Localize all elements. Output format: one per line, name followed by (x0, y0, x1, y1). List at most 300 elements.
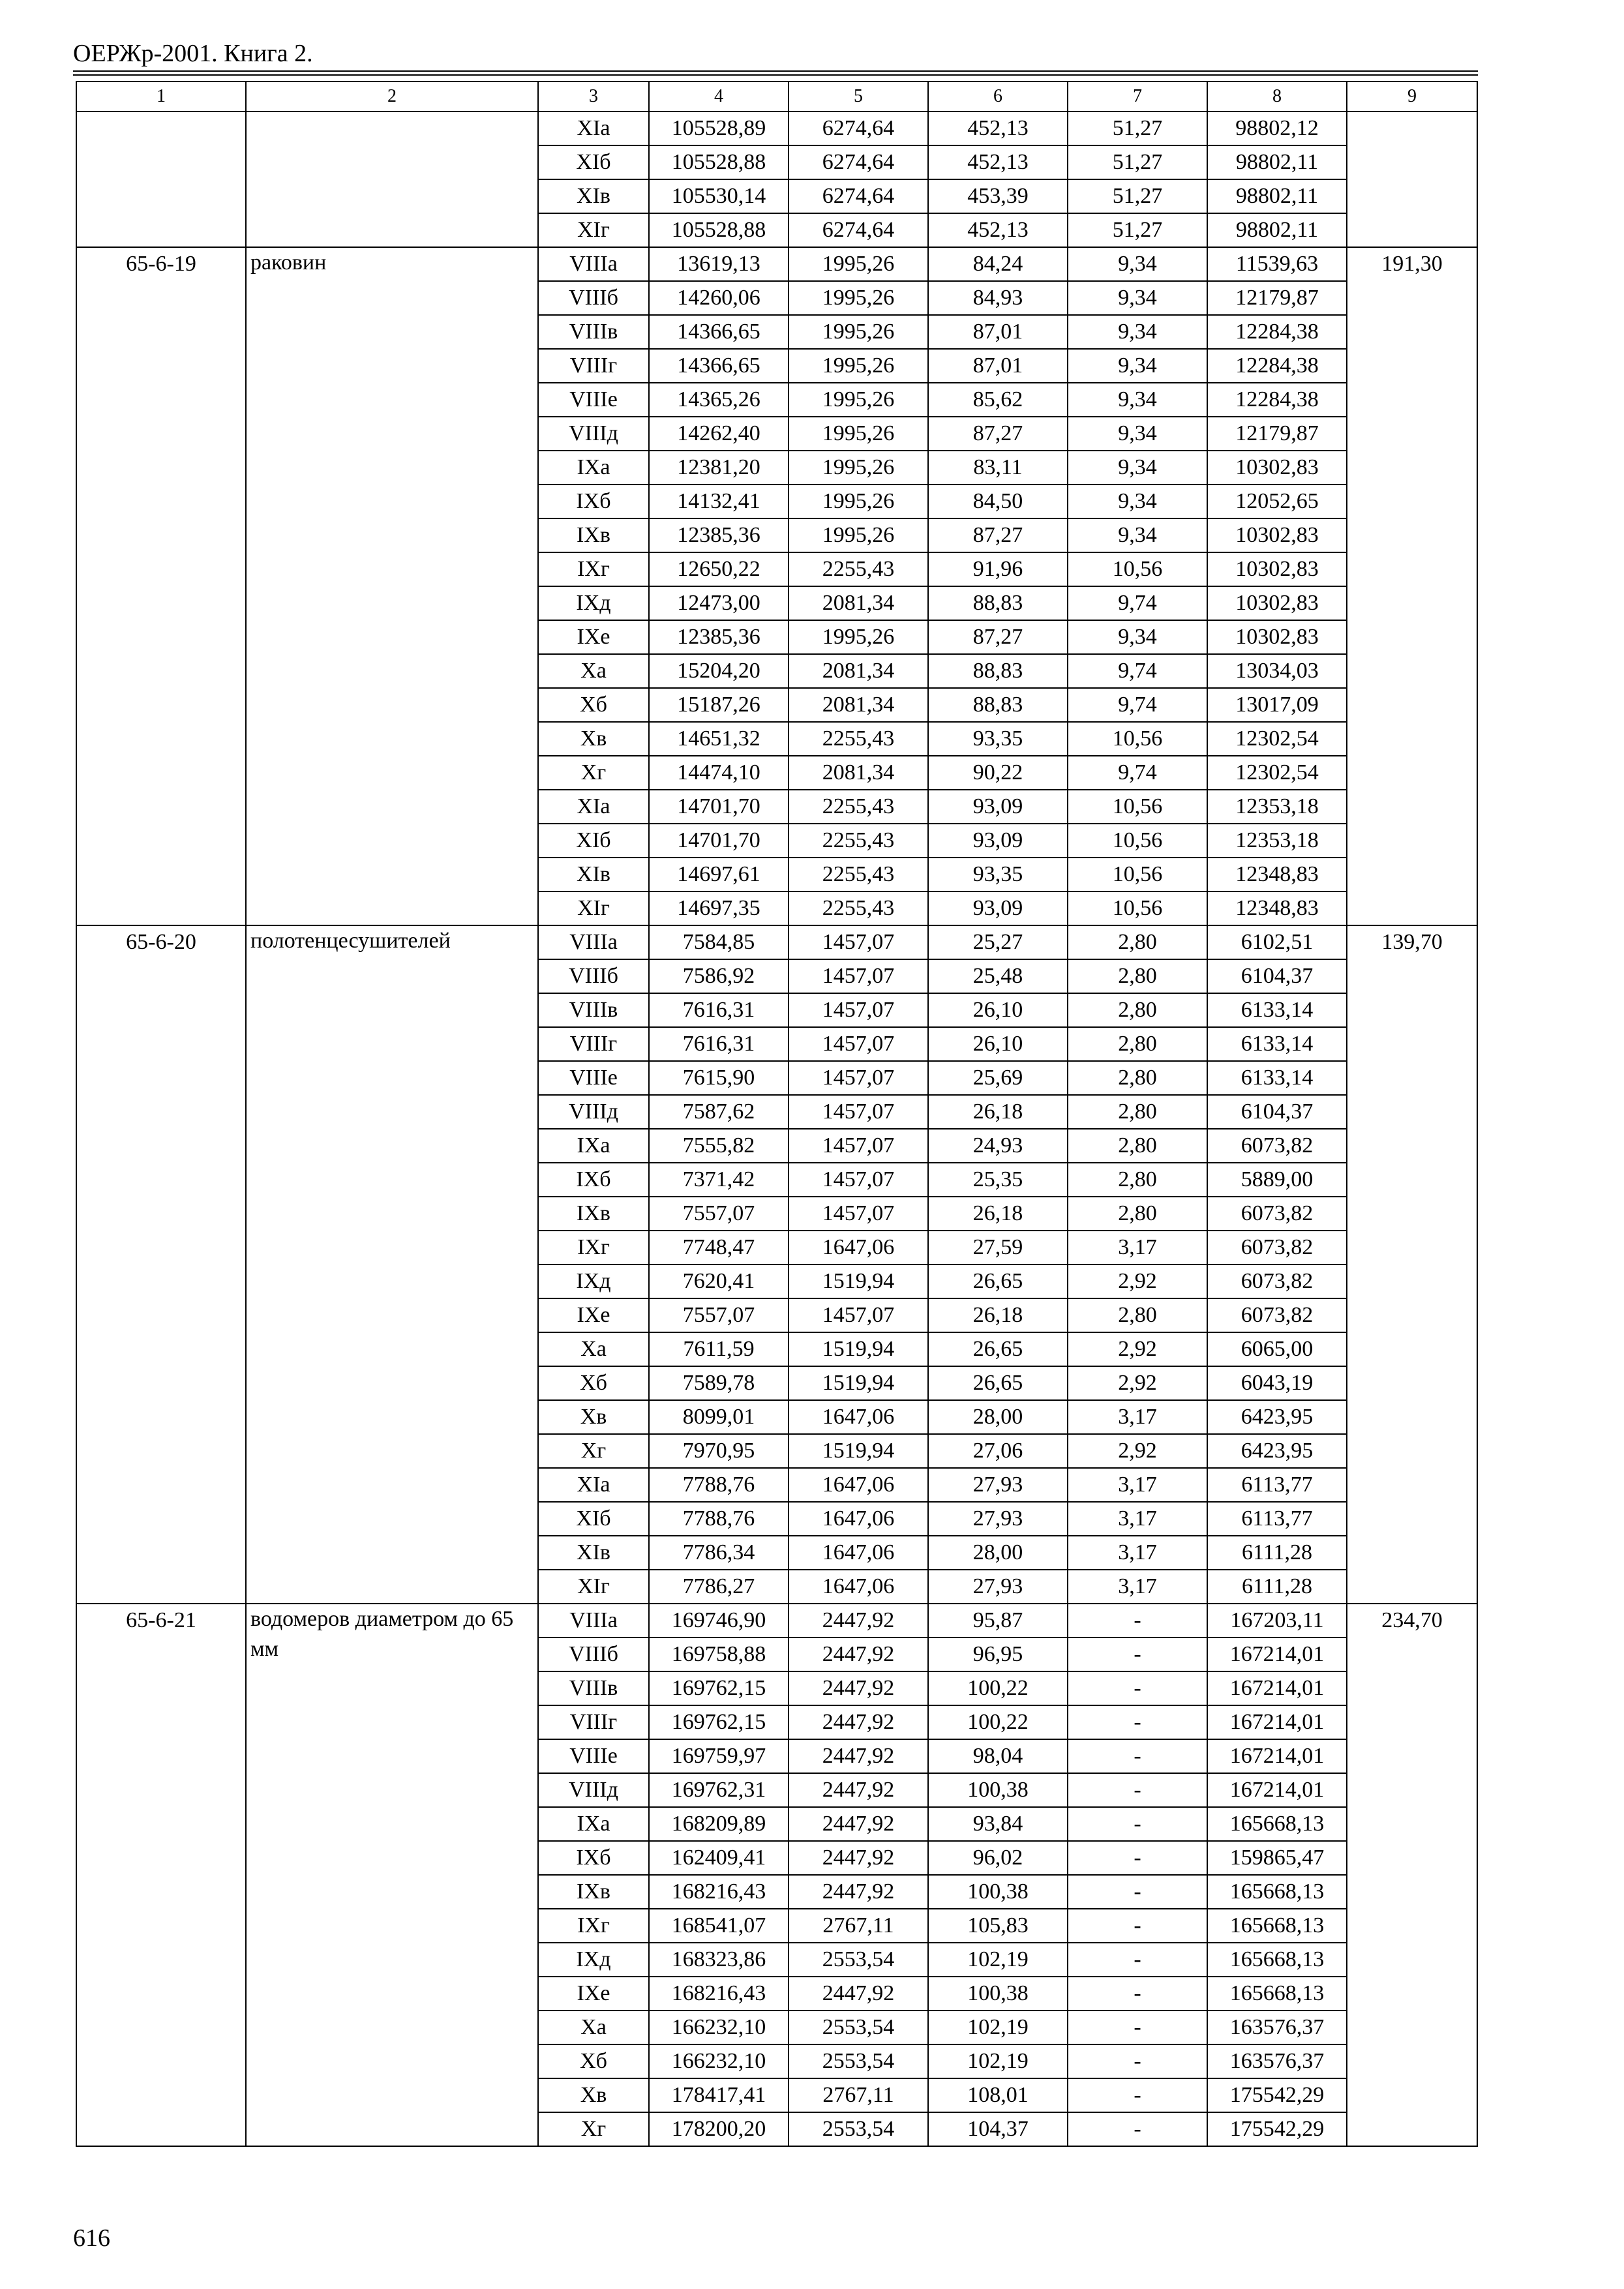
direct-cost-cell: 162409,41 (649, 1841, 789, 1875)
labor-cost-cell: 1457,07 (789, 1197, 928, 1231)
machinist-wage-cell: - (1068, 1671, 1207, 1705)
machinist-wage-cell: 3,17 (1068, 1231, 1207, 1264)
direct-cost-cell: 169746,90 (649, 1604, 789, 1638)
zone-cell: IXд (538, 1943, 649, 1977)
zone-cell: VIIIе (538, 383, 649, 417)
materials-cost-cell: 12179,87 (1207, 417, 1347, 451)
machinist-wage-cell: 10,56 (1068, 790, 1207, 824)
zone-cell: XIв (538, 179, 649, 213)
zone-cell: Xв (538, 1400, 649, 1434)
machine-cost-cell: 93,09 (928, 790, 1068, 824)
machinist-wage-cell: - (1068, 1875, 1207, 1909)
machine-cost-cell: 28,00 (928, 1536, 1068, 1570)
direct-cost-cell: 169762,15 (649, 1705, 789, 1739)
machinist-wage-cell: - (1068, 1739, 1207, 1773)
direct-cost-cell: 15204,20 (649, 654, 789, 688)
direct-cost-cell: 105528,88 (649, 213, 789, 247)
direct-cost-cell: 12381,20 (649, 451, 789, 485)
work-name-cell: раковин (246, 247, 538, 925)
rate-code-cell: 65-6-21 (76, 1604, 246, 2146)
labor-cost-cell: 1995,26 (789, 315, 928, 349)
zone-cell: IXе (538, 1298, 649, 1332)
machinist-wage-cell: 2,80 (1068, 1095, 1207, 1129)
machinist-wage-cell: - (1068, 1909, 1207, 1943)
direct-cost-cell: 14366,65 (649, 315, 789, 349)
materials-cost-cell: 13017,09 (1207, 688, 1347, 722)
labor-cost-cell: 2081,34 (789, 688, 928, 722)
machinist-wage-cell: - (1068, 1604, 1207, 1638)
column-number: 8 (1207, 82, 1347, 112)
zone-cell: IXб (538, 1163, 649, 1197)
zone-cell: XIг (538, 1570, 649, 1604)
labor-cost-cell: 1995,26 (789, 620, 928, 654)
materials-cost-cell: 167214,01 (1207, 1739, 1347, 1773)
machine-cost-cell: 88,83 (928, 586, 1068, 620)
machinist-wage-cell: 9,34 (1068, 485, 1207, 518)
page-header: ОЕРЖр-2001. Книга 2. (73, 40, 313, 67)
direct-cost-cell: 105528,88 (649, 145, 789, 179)
materials-cost-cell: 10302,83 (1207, 586, 1347, 620)
direct-cost-cell: 14697,61 (649, 858, 789, 891)
materials-cost-cell: 12353,18 (1207, 790, 1347, 824)
labor-cost-cell: 1457,07 (789, 993, 928, 1027)
machine-cost-cell: 87,01 (928, 315, 1068, 349)
machinist-wage-cell: 2,92 (1068, 1434, 1207, 1468)
materials-cost-cell: 6423,95 (1207, 1434, 1347, 1468)
work-name-cell: полотенцесушителей (246, 925, 538, 1604)
zone-cell: IXб (538, 1841, 649, 1875)
labor-cost-cell: 2767,11 (789, 2078, 928, 2112)
machinist-wage-cell: 2,80 (1068, 1298, 1207, 1332)
zone-cell: XIа (538, 112, 649, 145)
materials-cost-cell: 5889,00 (1207, 1163, 1347, 1197)
materials-cost-cell: 10302,83 (1207, 518, 1347, 552)
machine-cost-cell: 93,09 (928, 824, 1068, 858)
materials-cost-cell: 165668,13 (1207, 1875, 1347, 1909)
materials-cost-cell: 6073,82 (1207, 1298, 1347, 1332)
labor-cost-cell: 2447,92 (789, 1705, 928, 1739)
machine-cost-cell: 453,39 (928, 179, 1068, 213)
machinist-wage-cell: 2,92 (1068, 1366, 1207, 1400)
labor-cost-cell: 2447,92 (789, 1977, 928, 2011)
machinist-wage-cell: 10,56 (1068, 891, 1207, 925)
labor-cost-cell: 1519,94 (789, 1366, 928, 1400)
direct-cost-cell: 14366,65 (649, 349, 789, 383)
column-number: 6 (928, 82, 1068, 112)
zone-cell: VIIIв (538, 993, 649, 1027)
machine-cost-cell: 27,93 (928, 1570, 1068, 1604)
labor-cost-cell: 1457,07 (789, 1163, 928, 1197)
materials-cost-cell: 165668,13 (1207, 1943, 1347, 1977)
machine-cost-cell: 452,13 (928, 112, 1068, 145)
direct-cost-cell: 168209,89 (649, 1807, 789, 1841)
machinist-wage-cell: 10,56 (1068, 858, 1207, 891)
materials-cost-cell: 163576,37 (1207, 2044, 1347, 2078)
materials-cost-cell: 167214,01 (1207, 1705, 1347, 1739)
rate-code-cell: 65-6-19 (76, 247, 246, 925)
column-9-cell (1347, 112, 1477, 247)
machinist-wage-cell: 9,34 (1068, 620, 1207, 654)
materials-cost-cell: 6073,82 (1207, 1129, 1347, 1163)
direct-cost-cell: 7788,76 (649, 1468, 789, 1502)
materials-cost-cell: 11539,63 (1207, 247, 1347, 281)
machinist-wage-cell: 9,34 (1068, 417, 1207, 451)
rates-table-body (76, 82, 1477, 2146)
direct-cost-cell: 7786,27 (649, 1570, 789, 1604)
column-number-row (76, 82, 1477, 112)
materials-cost-cell: 167214,01 (1207, 1773, 1347, 1807)
machinist-wage-cell: 2,80 (1068, 1061, 1207, 1095)
machinist-wage-cell: - (1068, 2044, 1207, 2078)
machinist-wage-cell: 9,34 (1068, 518, 1207, 552)
zone-cell: Xа (538, 654, 649, 688)
materials-cost-cell: 98802,12 (1207, 112, 1347, 145)
machinist-wage-cell: 9,74 (1068, 688, 1207, 722)
column-number: 1 (76, 82, 246, 112)
zone-cell: XIа (538, 790, 649, 824)
labor-cost-cell: 1647,06 (789, 1502, 928, 1536)
materials-cost-cell: 12302,54 (1207, 756, 1347, 790)
zone-cell: VIIIа (538, 1604, 649, 1638)
machine-cost-cell: 105,83 (928, 1909, 1068, 1943)
direct-cost-cell: 7584,85 (649, 925, 789, 959)
rate-code-cell: 65-6-20 (76, 925, 246, 1604)
materials-cost-cell: 6133,14 (1207, 993, 1347, 1027)
materials-cost-cell: 12052,65 (1207, 485, 1347, 518)
direct-cost-cell: 168541,07 (649, 1909, 789, 1943)
zone-cell: IXд (538, 586, 649, 620)
machinist-wage-cell: - (1068, 1638, 1207, 1671)
column-9-cell: 234,70 (1347, 1604, 1477, 2146)
machine-cost-cell: 26,18 (928, 1095, 1068, 1129)
machinist-wage-cell: 51,27 (1068, 145, 1207, 179)
materials-cost-cell: 6104,37 (1207, 1095, 1347, 1129)
zone-cell: IXв (538, 1197, 649, 1231)
machine-cost-cell: 104,37 (928, 2112, 1068, 2146)
materials-cost-cell: 6043,19 (1207, 1366, 1347, 1400)
machinist-wage-cell: 2,80 (1068, 993, 1207, 1027)
materials-cost-cell: 10302,83 (1207, 620, 1347, 654)
table-row (76, 112, 1477, 145)
direct-cost-cell: 169758,88 (649, 1638, 789, 1671)
machine-cost-cell: 95,87 (928, 1604, 1068, 1638)
machinist-wage-cell: 9,34 (1068, 451, 1207, 485)
machinist-wage-cell: 2,92 (1068, 1264, 1207, 1298)
rates-table (76, 81, 1478, 2147)
machinist-wage-cell: 10,56 (1068, 552, 1207, 586)
machinist-wage-cell: 10,56 (1068, 722, 1207, 756)
zone-cell: XIб (538, 824, 649, 858)
machine-cost-cell: 26,18 (928, 1197, 1068, 1231)
direct-cost-cell: 7557,07 (649, 1298, 789, 1332)
table-row (76, 247, 1477, 281)
machinist-wage-cell: 9,74 (1068, 586, 1207, 620)
machine-cost-cell: 84,50 (928, 485, 1068, 518)
machine-cost-cell: 96,95 (928, 1638, 1068, 1671)
machinist-wage-cell: 2,80 (1068, 1129, 1207, 1163)
machinist-wage-cell: 3,17 (1068, 1502, 1207, 1536)
direct-cost-cell: 12385,36 (649, 620, 789, 654)
labor-cost-cell: 1995,26 (789, 247, 928, 281)
labor-cost-cell: 2447,92 (789, 1773, 928, 1807)
machine-cost-cell: 26,65 (928, 1264, 1068, 1298)
labor-cost-cell: 2447,92 (789, 1604, 928, 1638)
machine-cost-cell: 88,83 (928, 654, 1068, 688)
machine-cost-cell: 26,18 (928, 1298, 1068, 1332)
machinist-wage-cell: 10,56 (1068, 824, 1207, 858)
machinist-wage-cell: 51,27 (1068, 179, 1207, 213)
zone-cell: Xг (538, 756, 649, 790)
labor-cost-cell: 2447,92 (789, 1739, 928, 1773)
machinist-wage-cell: 3,17 (1068, 1570, 1207, 1604)
labor-cost-cell: 2255,43 (789, 891, 928, 925)
direct-cost-cell: 166232,10 (649, 2011, 789, 2044)
zone-cell: XIа (538, 1468, 649, 1502)
labor-cost-cell: 1457,07 (789, 1095, 928, 1129)
direct-cost-cell: 14697,35 (649, 891, 789, 925)
machine-cost-cell: 26,10 (928, 1027, 1068, 1061)
zone-cell: VIIIг (538, 1027, 649, 1061)
direct-cost-cell: 7616,31 (649, 1027, 789, 1061)
labor-cost-cell: 2081,34 (789, 654, 928, 688)
labor-cost-cell: 6274,64 (789, 213, 928, 247)
machine-cost-cell: 25,27 (928, 925, 1068, 959)
direct-cost-cell: 12473,00 (649, 586, 789, 620)
direct-cost-cell: 168216,43 (649, 1875, 789, 1909)
labor-cost-cell: 6274,64 (789, 112, 928, 145)
labor-cost-cell: 6274,64 (789, 179, 928, 213)
table-row (76, 1604, 1477, 1638)
materials-cost-cell: 165668,13 (1207, 1909, 1347, 1943)
direct-cost-cell: 7611,59 (649, 1332, 789, 1366)
materials-cost-cell: 6073,82 (1207, 1264, 1347, 1298)
materials-cost-cell: 6073,82 (1207, 1231, 1347, 1264)
zone-cell: IXе (538, 1977, 649, 2011)
direct-cost-cell: 14262,40 (649, 417, 789, 451)
labor-cost-cell: 2255,43 (789, 858, 928, 891)
machine-cost-cell: 27,59 (928, 1231, 1068, 1264)
materials-cost-cell: 6104,37 (1207, 959, 1347, 993)
labor-cost-cell: 1457,07 (789, 1027, 928, 1061)
materials-cost-cell: 175542,29 (1207, 2112, 1347, 2146)
machine-cost-cell: 91,96 (928, 552, 1068, 586)
materials-cost-cell: 6133,14 (1207, 1027, 1347, 1061)
zone-cell: IXа (538, 1129, 649, 1163)
labor-cost-cell: 2255,43 (789, 824, 928, 858)
zone-cell: Xа (538, 1332, 649, 1366)
machinist-wage-cell: - (1068, 1841, 1207, 1875)
materials-cost-cell: 165668,13 (1207, 1807, 1347, 1841)
direct-cost-cell: 8099,01 (649, 1400, 789, 1434)
materials-cost-cell: 6423,95 (1207, 1400, 1347, 1434)
direct-cost-cell: 178417,41 (649, 2078, 789, 2112)
machine-cost-cell: 93,35 (928, 722, 1068, 756)
machine-cost-cell: 26,10 (928, 993, 1068, 1027)
zone-cell: IXг (538, 552, 649, 586)
zone-cell: VIIIд (538, 417, 649, 451)
labor-cost-cell: 2767,11 (789, 1909, 928, 1943)
zone-cell: VIIIг (538, 1705, 649, 1739)
direct-cost-cell: 14132,41 (649, 485, 789, 518)
materials-cost-cell: 12284,38 (1207, 383, 1347, 417)
column-number: 2 (246, 82, 538, 112)
direct-cost-cell: 105528,89 (649, 112, 789, 145)
zone-cell: Xг (538, 2112, 649, 2146)
rate-code-cell (76, 112, 246, 247)
zone-cell: IXе (538, 620, 649, 654)
machine-cost-cell: 102,19 (928, 2011, 1068, 2044)
labor-cost-cell: 1995,26 (789, 417, 928, 451)
direct-cost-cell: 169762,31 (649, 1773, 789, 1807)
machine-cost-cell: 83,11 (928, 451, 1068, 485)
labor-cost-cell: 1995,26 (789, 451, 928, 485)
machine-cost-cell: 452,13 (928, 213, 1068, 247)
zone-cell: VIIIд (538, 1773, 649, 1807)
direct-cost-cell: 14474,10 (649, 756, 789, 790)
labor-cost-cell: 1457,07 (789, 925, 928, 959)
materials-cost-cell: 6065,00 (1207, 1332, 1347, 1366)
machine-cost-cell: 93,84 (928, 1807, 1068, 1841)
zone-cell: VIIIв (538, 315, 649, 349)
zone-cell: XIв (538, 1536, 649, 1570)
zone-cell: VIIIв (538, 1671, 649, 1705)
zone-cell: Xв (538, 722, 649, 756)
materials-cost-cell: 12353,18 (1207, 824, 1347, 858)
zone-cell: IXг (538, 1909, 649, 1943)
zone-cell: IXв (538, 518, 649, 552)
machine-cost-cell: 25,69 (928, 1061, 1068, 1095)
labor-cost-cell: 1457,07 (789, 1298, 928, 1332)
zone-cell: IXг (538, 1231, 649, 1264)
labor-cost-cell: 1647,06 (789, 1468, 928, 1502)
labor-cost-cell: 2447,92 (789, 1841, 928, 1875)
machinist-wage-cell: 2,80 (1068, 925, 1207, 959)
zone-cell: VIIIа (538, 925, 649, 959)
labor-cost-cell: 1457,07 (789, 959, 928, 993)
labor-cost-cell: 2081,34 (789, 756, 928, 790)
zone-cell: VIIIе (538, 1061, 649, 1095)
machinist-wage-cell: - (1068, 1807, 1207, 1841)
materials-cost-cell: 6113,77 (1207, 1502, 1347, 1536)
header-rule-top (73, 70, 1478, 72)
machinist-wage-cell: - (1068, 1943, 1207, 1977)
materials-cost-cell: 12179,87 (1207, 281, 1347, 315)
materials-cost-cell: 98802,11 (1207, 179, 1347, 213)
column-number: 4 (649, 82, 789, 112)
materials-cost-cell: 167214,01 (1207, 1671, 1347, 1705)
direct-cost-cell: 14701,70 (649, 790, 789, 824)
machinist-wage-cell: 9,74 (1068, 654, 1207, 688)
materials-cost-cell: 175542,29 (1207, 2078, 1347, 2112)
direct-cost-cell: 14365,26 (649, 383, 789, 417)
direct-cost-cell: 7586,92 (649, 959, 789, 993)
direct-cost-cell: 14701,70 (649, 824, 789, 858)
column-number: 5 (789, 82, 928, 112)
machine-cost-cell: 27,93 (928, 1468, 1068, 1502)
machine-cost-cell: 25,35 (928, 1163, 1068, 1197)
direct-cost-cell: 14260,06 (649, 281, 789, 315)
materials-cost-cell: 12348,83 (1207, 858, 1347, 891)
column-number: 3 (538, 82, 649, 112)
machine-cost-cell: 25,48 (928, 959, 1068, 993)
machinist-wage-cell: 2,80 (1068, 1027, 1207, 1061)
materials-cost-cell: 12284,38 (1207, 349, 1347, 383)
zone-cell: XIг (538, 213, 649, 247)
machinist-wage-cell: - (1068, 2011, 1207, 2044)
materials-cost-cell: 165668,13 (1207, 1977, 1347, 2011)
work-name-cell: водомеров диаметром до 65 мм (246, 1604, 538, 2146)
machinist-wage-cell: 9,34 (1068, 349, 1207, 383)
machine-cost-cell: 100,38 (928, 1875, 1068, 1909)
labor-cost-cell: 1995,26 (789, 281, 928, 315)
machinist-wage-cell: - (1068, 1773, 1207, 1807)
materials-cost-cell: 6073,82 (1207, 1197, 1347, 1231)
machinist-wage-cell: 9,34 (1068, 315, 1207, 349)
direct-cost-cell: 168323,86 (649, 1943, 789, 1977)
labor-cost-cell: 2447,92 (789, 1638, 928, 1671)
labor-cost-cell: 1995,26 (789, 485, 928, 518)
materials-cost-cell: 12302,54 (1207, 722, 1347, 756)
direct-cost-cell: 12650,22 (649, 552, 789, 586)
materials-cost-cell: 98802,11 (1207, 145, 1347, 179)
machinist-wage-cell: 9,34 (1068, 247, 1207, 281)
labor-cost-cell: 2553,54 (789, 2044, 928, 2078)
machine-cost-cell: 84,24 (928, 247, 1068, 281)
table-row (76, 925, 1477, 959)
machinist-wage-cell: 3,17 (1068, 1468, 1207, 1502)
direct-cost-cell: 7589,78 (649, 1366, 789, 1400)
zone-cell: IXа (538, 451, 649, 485)
labor-cost-cell: 2553,54 (789, 2112, 928, 2146)
zone-cell: VIIIб (538, 959, 649, 993)
machine-cost-cell: 27,93 (928, 1502, 1068, 1536)
labor-cost-cell: 2553,54 (789, 2011, 928, 2044)
direct-cost-cell: 13619,13 (649, 247, 789, 281)
machine-cost-cell: 26,65 (928, 1332, 1068, 1366)
zone-cell: IXд (538, 1264, 649, 1298)
machinist-wage-cell: 2,80 (1068, 959, 1207, 993)
labor-cost-cell: 1995,26 (789, 518, 928, 552)
direct-cost-cell: 105530,14 (649, 179, 789, 213)
machinist-wage-cell: 2,80 (1068, 1163, 1207, 1197)
machine-cost-cell: 100,22 (928, 1705, 1068, 1739)
header-rule-bottom (73, 74, 1478, 76)
labor-cost-cell: 1519,94 (789, 1264, 928, 1298)
direct-cost-cell: 7615,90 (649, 1061, 789, 1095)
machinist-wage-cell: 51,27 (1068, 213, 1207, 247)
machine-cost-cell: 87,01 (928, 349, 1068, 383)
direct-cost-cell: 7788,76 (649, 1502, 789, 1536)
materials-cost-cell: 12284,38 (1207, 315, 1347, 349)
zone-cell: VIIIе (538, 1739, 649, 1773)
machine-cost-cell: 87,27 (928, 620, 1068, 654)
zone-cell: VIIIб (538, 1638, 649, 1671)
machine-cost-cell: 102,19 (928, 1943, 1068, 1977)
machinist-wage-cell: - (1068, 1705, 1207, 1739)
direct-cost-cell: 166232,10 (649, 2044, 789, 2078)
machine-cost-cell: 24,93 (928, 1129, 1068, 1163)
machine-cost-cell: 85,62 (928, 383, 1068, 417)
zone-cell: VIIIг (538, 349, 649, 383)
direct-cost-cell: 178200,20 (649, 2112, 789, 2146)
materials-cost-cell: 159865,47 (1207, 1841, 1347, 1875)
zone-cell: XIб (538, 1502, 649, 1536)
machinist-wage-cell: 2,92 (1068, 1332, 1207, 1366)
direct-cost-cell: 7555,82 (649, 1129, 789, 1163)
machine-cost-cell: 100,38 (928, 1977, 1068, 2011)
direct-cost-cell: 168216,43 (649, 1977, 789, 2011)
machine-cost-cell: 26,65 (928, 1366, 1068, 1400)
